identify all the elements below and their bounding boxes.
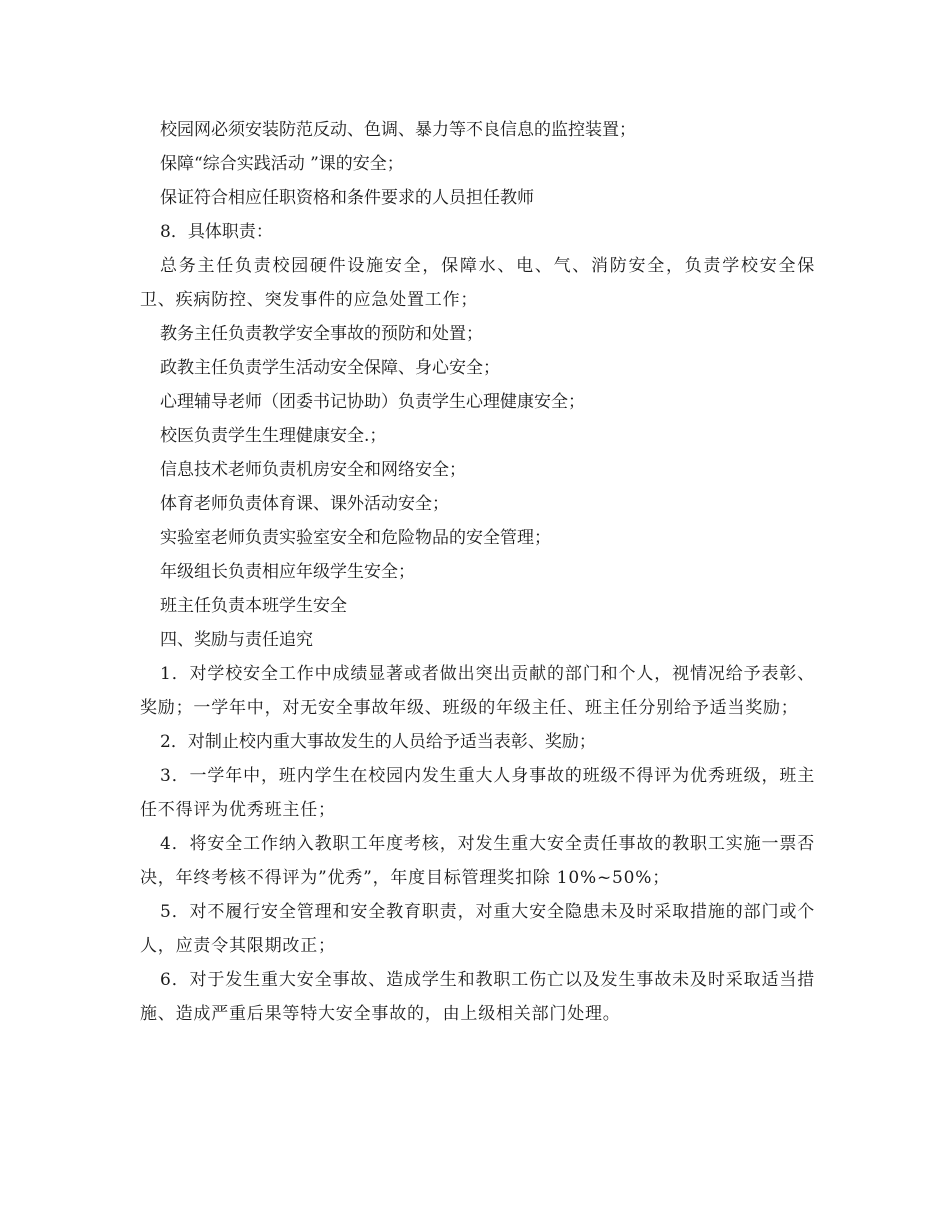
section-heading-rewards: 四、奖励与责任追究 bbox=[160, 630, 313, 650]
paragraph-class-teacher: 班主任负责本班学生安全 bbox=[160, 596, 347, 616]
paragraph-political-education: 政教主任负责学生活动安全保障、身心安全； bbox=[160, 358, 500, 378]
paragraph-academic-affairs: 教务主任负责教学安全事故的预防和处置； bbox=[160, 324, 483, 344]
paragraph-lab-teacher: 实验室老师负责实验室安全和危险物品的安全管理； bbox=[160, 528, 551, 548]
paragraph-psychology: 心理辅导老师（团委书记协助）负责学生心理健康安全； bbox=[160, 392, 585, 412]
paragraph-reward-6: 6．对于发生重大安全事故、造成学生和教职工伤亡以及发生事故未及时采取适当措施、造成严重后果等特大安全事故的，由上级相关部门处理。 bbox=[140, 970, 815, 1024]
document-body bbox=[140, 113, 815, 1031]
paragraph-reward-3: 3．一学年中，班内学生在校园内发生重大人身事故的班级不得评为优秀班级，班主任不得评为优秀班主任； bbox=[140, 766, 815, 820]
paragraph-reward-5: 5．对不履行安全管理和安全教育职责，对重大安全隐患未及时采取措施的部门或个人，应责令其限期改正； bbox=[140, 902, 815, 956]
paragraph-reward-2: 2．对制止校内重大事故发生的人员给予适当表彰、奖励； bbox=[160, 732, 596, 752]
paragraph-school-doctor: 校医负责学生生理健康安全.； bbox=[160, 426, 387, 446]
paragraph-monitoring: 校园网必须安装防范反动、色调、暴力等不良信息的监控装置； bbox=[160, 120, 636, 140]
paragraph-grade-leader: 年级组长负责相应年级学生安全； bbox=[160, 562, 415, 582]
paragraph-reward-1: 1．对学校安全工作中成绩显著或者做出突出贡献的部门和个人，视情况给予表彰、奖励；一学年中，对无安全事故年级、班级的年级主任、班主任分别给予适当奖励； bbox=[140, 664, 815, 718]
paragraph-pe-teacher: 体育老师负责体育课、课外活动安全； bbox=[160, 494, 449, 514]
paragraph-practice-safety: 保障“综合实践活动 ”课的安全； bbox=[160, 154, 404, 174]
paragraph-teacher-qualification: 保证符合相应任职资格和条件要求的人员担任教师 bbox=[160, 188, 534, 208]
paragraph-duties-heading: 8．具体职责： bbox=[160, 222, 273, 242]
paragraph-it-teacher: 信息技术老师负责机房安全和网络安全； bbox=[160, 460, 466, 480]
paragraph-reward-4: 4．将安全工作纳入教职工年度考核，对发生重大安全责任事故的教职工实施一票否决，年终考核不得评为”优秀”，年度目标管理奖扣除 10%~50%； bbox=[140, 834, 815, 888]
paragraph-general-affairs: 总务主任负责校园硬件设施安全，保障水、电、气、消防安全，负责学校安全保卫、疾病防控、突发事件的应急处置工作； bbox=[140, 256, 815, 310]
